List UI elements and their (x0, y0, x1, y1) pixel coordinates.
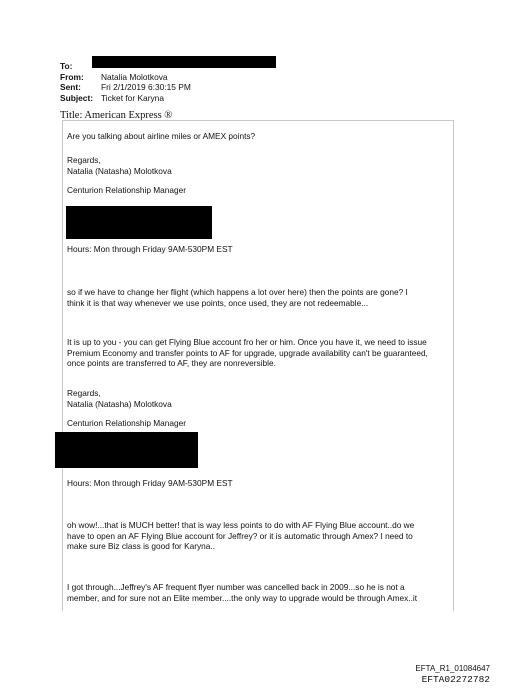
sent-row (60, 82, 191, 93)
subject-row (60, 93, 191, 104)
from-row (60, 72, 191, 83)
message-5 (67, 582, 449, 603)
signature-name: Natalia (Natasha) Molotkova (67, 165, 172, 176)
message-2-line-2: think it is that way whenever we use points, once used, they are not redeemable... (67, 297, 369, 308)
sent-value: Fri 2/1/2019 6:30:15 PM (101, 82, 191, 93)
message-2 (67, 287, 449, 308)
message-5-line-2: member, and for sure not an Elite member....the only way to upgrade would be through Amex..it (67, 592, 418, 603)
message-4-line-3: make sure Biz class is good for Karyna.. (67, 541, 216, 552)
signature-name: Natalia (Natasha) Molotkova (67, 398, 172, 409)
hours-line: Hours: Mon through Friday 9AM-530PM EST (67, 244, 233, 254)
subject-value: Ticket for Karyna (101, 92, 164, 103)
from-label: From: (60, 71, 84, 82)
message-5-line-1: I got through...Jeffrey's AF frequent flyer number was cancelled back in 2009...so he is not a (67, 582, 405, 592)
message-3-line-1: It is up to you - you can get Flying Blue account fro her or him. Once you have it, we need to issue (67, 337, 427, 347)
redaction-to (92, 56, 276, 68)
message-3-line-3: once points are transferred to AF, they are nonreversible. (67, 358, 276, 369)
to-label: To: (60, 61, 73, 71)
signature-regards: Regards, (67, 155, 101, 165)
from-value: Natalia Molotkova (101, 71, 168, 82)
question-paragraph (67, 131, 449, 142)
redaction-block-1 (66, 206, 212, 239)
hours-line: Hours: Mon through Friday 9AM-530PM EST (67, 478, 233, 488)
document-title: Title: American Express ® (60, 110, 173, 121)
bates-number-2: EFTA02272782 (421, 674, 490, 685)
sent-label: Sent: (60, 82, 81, 93)
question-line: Are you talking about airline miles or AMEX points? (67, 131, 256, 141)
hours-1 (67, 244, 449, 255)
message-4-line-2: have to open an AF Flying Blue account for Jeffrey? or it is automatic through Amex? I need to (67, 530, 413, 541)
message-2-line-1: so if we have to change her flight (which happens a lot over here) then the points are gone? I (67, 287, 408, 297)
bates-number-1: EFTA_R1_01084647 (415, 664, 490, 673)
signature-role: Centurion Relationship Manager (67, 418, 186, 429)
message-4 (67, 520, 449, 552)
signature-regards: Regards, (67, 388, 101, 398)
signature-1 (67, 155, 449, 196)
hours-2 (67, 478, 449, 489)
redaction-block-2 (55, 432, 198, 468)
message-4-line-1: oh wow!...that is MUCH better! that is way less points to do with AF Flying Blue account..do we (67, 520, 415, 530)
message-3 (67, 337, 449, 369)
subject-label: Subject: (60, 92, 94, 103)
signature-2 (67, 388, 449, 429)
signature-role: Centurion Relationship Manager (67, 185, 186, 196)
message-3-line-2: Premium Economy and transfer points to AF for upgrade, upgrade availability can't be guaranteed, (67, 347, 428, 358)
